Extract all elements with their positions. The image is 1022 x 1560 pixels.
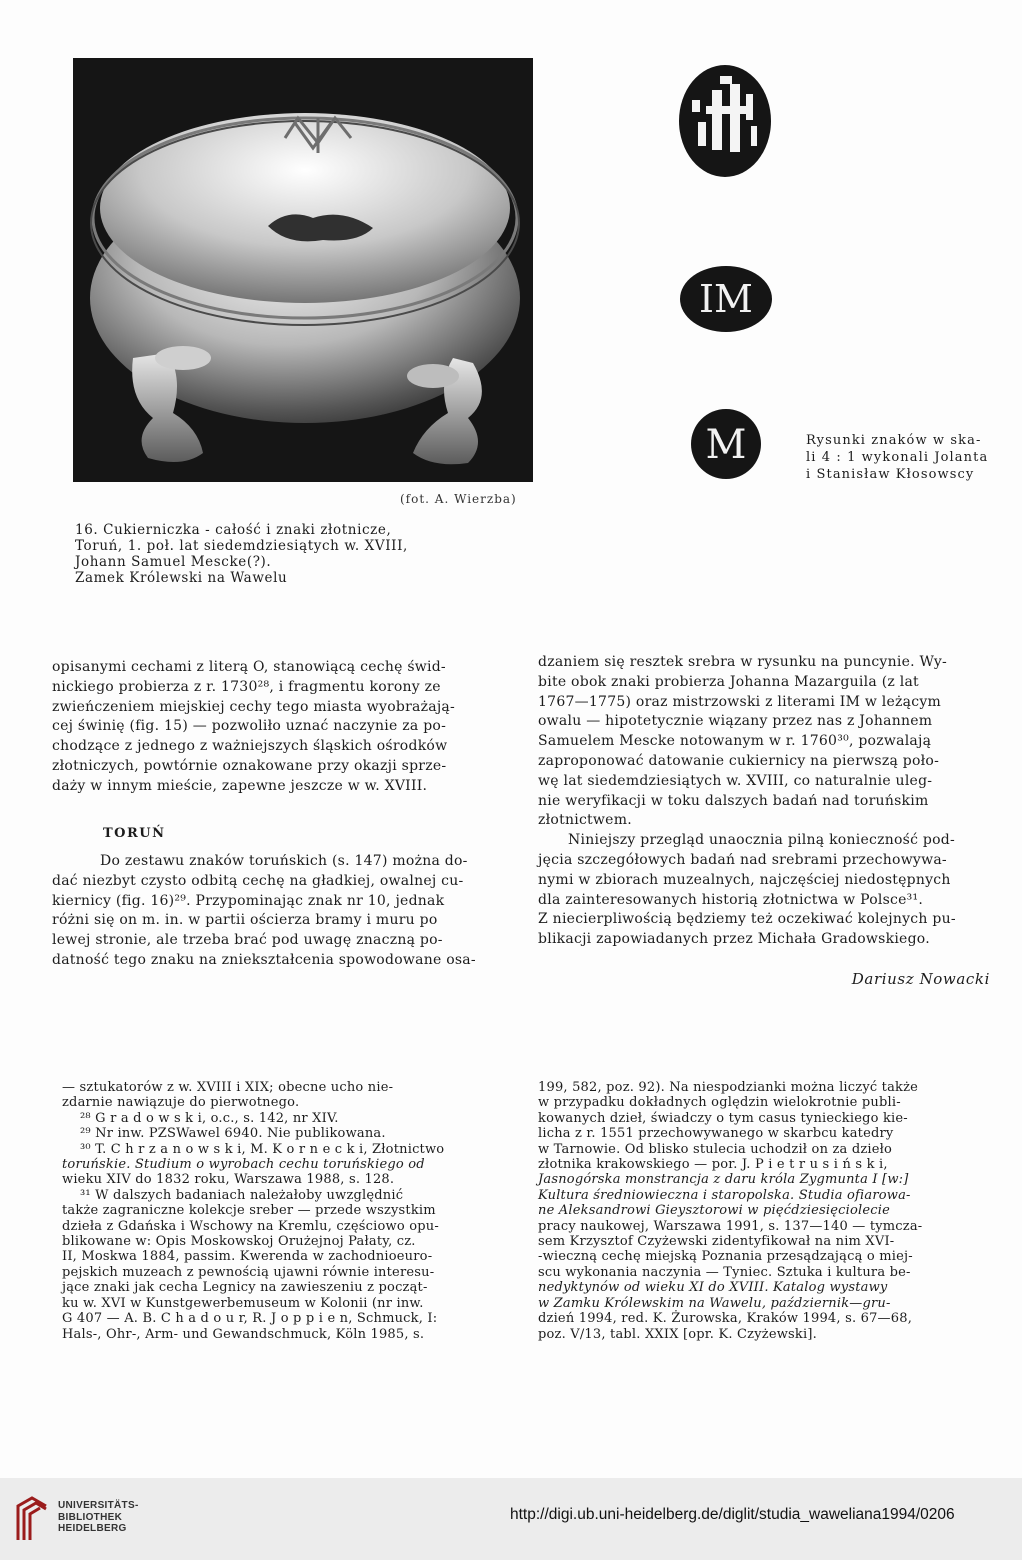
text-line: cej świnię (fig. 15) — pozwoliło uznać naczynie za po- xyxy=(52,718,447,735)
text-line: zwieńczeniem miejskiej cechy tego miasta wyobrażają- xyxy=(52,698,456,715)
text-line: złotniczych, powtórnie oznakowane przy okazji sprze- xyxy=(52,757,447,774)
footnote-line: 199, 582, poz. 92). Na niespodzianki można liczyć także xyxy=(538,1080,919,1095)
footnote-line: w przypadku dokładnych oględzin wielokrotnie publi- xyxy=(538,1095,901,1111)
im-mark-drawing xyxy=(678,264,774,338)
footnote-line: II, Moskwa 1884, passim. Kwerenda w zachodnioeuro- xyxy=(62,1249,433,1265)
text-line: chodzące z jednego z ważniejszych śląskich ośrodków xyxy=(52,738,448,755)
footnote-line: Hals-, Ohr-, Arm- und Gewandschmuck, Köln 1985, s. xyxy=(62,1326,425,1342)
library-name-line: UNIVERSITÄTS- xyxy=(58,1500,139,1511)
footnote-line: nedyktynów od wieku XI do XVIII. Katalog wystawy xyxy=(538,1280,888,1296)
footnote-line: w Zamku Królewskim na Wawelu, październik—gru- xyxy=(538,1295,891,1311)
caption-line: Toruń, 1. poł. lat siedemdziesiątych w. XVIII, xyxy=(75,538,408,554)
footnote-line: zdarnie nawiązuje do pierwotnego. xyxy=(62,1095,300,1111)
footnote-line: ne Aleksandrowi Gieysztorowi w pięćdziesięciolecie xyxy=(538,1203,891,1219)
text-line: 1767—1775) oraz mistrzowski z literami IM w leżącym xyxy=(538,693,942,710)
caption-line: Zamek Królewski na Wawelu xyxy=(75,570,288,586)
library-name[interactable] xyxy=(58,1500,139,1535)
text-line: różni się on m. in. w partii ościerza bramy i muru po xyxy=(52,912,438,929)
text-line: zaproponować datowanie cukiernicy na pierwszą poło- xyxy=(538,752,940,769)
footer-url-link[interactable]: http://digi.ub.uni-heidelberg.de/diglit/studia_waweliana1994/0206 xyxy=(510,1506,955,1523)
footnote-line: Jasnogórska monstrancja z daru króla Zygmunta I [w:] xyxy=(538,1172,909,1188)
text-line: bite obok znaki probierza Johanna Mazarguila (z lat xyxy=(538,673,919,690)
credit-line: li 4 : 1 wykonali Jolanta xyxy=(806,450,989,465)
author-signature: Dariusz Nowacki xyxy=(851,970,990,988)
m-mark-letter: M xyxy=(705,422,747,468)
text-line: lewej stronie, ale trzeba brać pod uwagę znaczną po- xyxy=(52,932,443,949)
footnote-line: licha z r. 1551 przechowywanego w skarbcu katedry xyxy=(538,1126,894,1142)
footnote-line: wieku XIV do 1832 roku, Warszawa 1988, s. 128. xyxy=(62,1172,395,1188)
footnote-line: G 407 — A. B. C h a d o u r, R. J o p p i e n, Schmuck, I: xyxy=(62,1311,438,1327)
credit-line: Rysunki znaków w ska- xyxy=(806,433,982,448)
footnotes-right-column xyxy=(538,1080,990,1342)
text-line: jęcia szczegółowych badań nad srebrami przechowywa- xyxy=(538,851,947,868)
footnote-line: toruńskie. Studium o wyrobach cechu toruńskiego od xyxy=(62,1157,425,1173)
text-line: Niniejszy przegląd unaocznia pilną konieczność pod- xyxy=(568,832,955,849)
marks-drawing-credit xyxy=(806,432,996,483)
text-line: nie weryfikacji w toku dalszych badań nad toruńskim xyxy=(538,792,929,809)
text-line: owalu — hipotetycznie wiązany przez nas z Johannem xyxy=(538,713,933,730)
text-line: złotnictwem. xyxy=(538,812,632,829)
sugar-bowl-photo xyxy=(73,58,533,482)
footnote-line: dzieła z Gdańska i Wschowy na Kremlu, częściowo opu- xyxy=(62,1218,439,1234)
text-line: dzaniem się resztek srebra w rysunku na puncynie. Wy- xyxy=(538,654,947,670)
im-mark-letters: IM xyxy=(699,277,753,321)
footnote-line: także zagraniczne kolekcje sreber — przede wszystkim xyxy=(62,1203,436,1219)
text-line: Samuelem Mescke notowanym w r. 1760³⁰, pozwalają xyxy=(538,733,932,750)
footnote-line: ²⁹ Nr inw. PZSWawel 6940. Nie publikowana. xyxy=(80,1126,386,1142)
text-line: datność tego znaku na zniekształcenia spowodowane osa- xyxy=(52,951,476,968)
footnote-line: pracy naukowej, Warszawa 1991, s. 137—140 — tymcza- xyxy=(538,1218,923,1234)
text-line: daży w innym mieście, zapewne jeszcze w w. XVIII. xyxy=(52,777,428,794)
text-line: dla zainteresowanych historią złotnictwa w Polsce³¹. xyxy=(538,891,924,908)
credit-line: i Stanisław Kłosowscy xyxy=(806,467,975,482)
footnote-line: dzień 1994, red. K. Żurowska, Kraków 1994, s. 67—68, xyxy=(538,1311,913,1327)
footnote-line: w Tarnowie. Od blisko stulecia uchodził on za dzieło xyxy=(538,1141,893,1157)
footnote-line: ³⁰ T. C h r z a n o w s k i, M. K o r n e c k i, Złotnictwo xyxy=(80,1141,445,1157)
text-line: Do zestawu znaków toruńskich (s. 147) można do- xyxy=(100,853,468,869)
footnote-line: pejskich muzeach z pewnością ujawni równie interesu- xyxy=(62,1264,435,1280)
body-left-column xyxy=(52,658,517,797)
text-line: dać niezbyt czysto odbitą cechę na gładkiej, owalnej cu- xyxy=(52,872,464,889)
figure-caption xyxy=(75,522,515,586)
footnote-line: ²⁸ G r a d o w s k i, o.c., s. 142, nr XIV. xyxy=(80,1110,339,1126)
text-line: opisanymi cechami z literą O, stanowiącą cechę świd- xyxy=(52,659,446,675)
text-line: nickiego probierza z r. 1730²⁸, i fragmentu korony ze xyxy=(52,678,441,695)
text-line: Z niecierpliwością będziemy też oczekiwać kolejnych pu- xyxy=(538,911,956,928)
footnote-line: — sztukatorów z w. XVIII i XIX; obecne ucho nie- xyxy=(62,1080,394,1095)
caption-line: Johann Samuel Mescke(?). xyxy=(75,554,272,570)
footnote-line: sem Krzysztof Czyżewski zidentyfikował na nim XVI- xyxy=(538,1234,895,1250)
footnote-line: ³¹ W dalszych badaniach należałoby uwzględnić xyxy=(80,1187,404,1203)
text-line: nymi w zbiorach muzealnych, najczęściej niedostępnych xyxy=(538,871,951,888)
footnote-line: kowanych dzieł, świadczy o tym casus tynieckiego kie- xyxy=(538,1110,908,1126)
library-name-line: HEIDELBERG xyxy=(58,1523,127,1534)
footnotes-left-column xyxy=(62,1080,518,1342)
footnote-line: poz. V/13, tabl. XXIX [opr. K. Czyżewski]. xyxy=(538,1326,817,1342)
footnote-line: złotnika krakowskiego — por. J. P i e t r u s i ń s k i, xyxy=(538,1157,888,1173)
body-right-column xyxy=(538,653,990,950)
footnote-line: -wieczną cechę miejską Poznania przesądzającą o miej- xyxy=(538,1249,913,1265)
photo-credit: (fot. A. Wierzba) xyxy=(400,492,517,506)
library-logo-icon[interactable] xyxy=(14,1496,50,1546)
section-heading: TORUŃ xyxy=(103,826,166,841)
footnote-line: jące znaki jak cecha Legnicy na zawieszeniu z począt- xyxy=(62,1280,428,1296)
text-line: wę lat siedemdziesiątych w. XVIII, co naturalnie uleg- xyxy=(538,772,933,789)
m-mark-drawing xyxy=(690,408,762,484)
sugar-bowl-illustration xyxy=(73,58,533,482)
footnote-line: scu wykonania naczynia — Tyniec. Sztuka i kultura be- xyxy=(538,1264,911,1280)
footnote-line: ku w. XVI w Kunstgewerbemuseum w Kolonii (nr inw. xyxy=(62,1295,424,1311)
text-line: kiernicy (fig. 16)²⁹. Przypominając znak nr 10, jednak xyxy=(52,892,445,909)
text-line: blikacji zapowiadanych przez Michała Gradowskiego. xyxy=(538,931,930,948)
body-left-column-continued xyxy=(52,852,517,971)
caption-line: 16. Cukierniczka - całość i znaki złotnicze, xyxy=(75,522,392,538)
footnote-line: Kultura średniowieczna i staropolska. Studia ofiarowa- xyxy=(538,1187,911,1203)
library-name-line: BIBLIOTHEK xyxy=(58,1511,123,1523)
footnote-line: blikowane w: Opis Moskowskoj Orużejnoj Pałaty, cz. xyxy=(62,1234,416,1250)
city-mark-drawing xyxy=(676,62,774,184)
